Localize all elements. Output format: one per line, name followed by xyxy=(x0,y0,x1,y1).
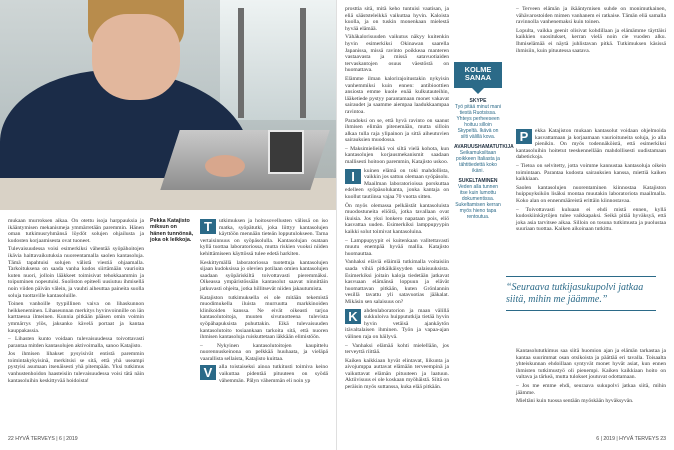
paragraph-text: ekka Katajiston mukaan kantasolut voidaan ohjelmoida kasvattamaan ja korjaamaan vaurioituneita soluja, jo alla pienikin. On myös todennäköistä, että esimerkiksi kantasoluihin hoitetut teeskennellään mahdollisesti uudistamaan dabetickoja. xyxy=(516,128,666,161)
paragraph-text: utkimuksen ja hoitosovellusten välissä on iso matka, syöpätutki, joka liittyy kantasolujen käyttöön mennään tieteän lopputulokseen. Tarna vertaisinnuus on syöpäsolulla. Kantasolujan osataan kyllä tuottaa laboratoriossa, mutta riskien vuoksi niiden kehittämiseen käyttössä tulee edetä harkiten. xyxy=(200,218,328,257)
pull-quote-text: “Seuraava tutkijasukupolvi jatkaa siitä, mihin me jäämme.” xyxy=(506,282,644,305)
paragraph: Kantasolututkimus saa siitä huomion ajan ja elämän tarkastaa ja kantaa suurimmat osan otsikoista ja päättää eri tavalla. Toisaalta yhteiskunnan ehdoillaan syntyvät monet hyvät asiat, kun ennen ihmisten tutkimustyö oli pienempi. Kaiken kaikkiaan hoito on valtava ja tärkeä, mutta tulokset joutuvat odottamaan. xyxy=(516,348,666,381)
paragraph: – Vanhaksi elämää kohti mielellään, jos terveyttä riittää. xyxy=(345,342,449,356)
sidebar-keyword: AVARUUSHAMATUTKIJA xyxy=(454,144,514,150)
drop-cap: I xyxy=(345,169,361,184)
paragraph: prosttia sitä, mitä keho tuntuisi vaatisan, ja eliä sääststeleikkä vaikuttaa hyvin. Kaloista kuolla, ja on tuskin monenkaan mielestä hyvää elämää. xyxy=(345,6,449,32)
paragraph: – Lamppupyypit ei kuitenkaan valitettavasti muutu enempää hyvää mallia. Katajisto huomauttaa. xyxy=(345,237,449,257)
paragraph: Paradoksi on se, että hyvä ravinto on saanut ihmisen elimän pitenemään, mutta silloin alkaa tulla raja ylipainon ja sittä aiheutuvien sairauksien muodossa. xyxy=(345,117,449,144)
paragraph-text: kuinen elämä on toki mahdollista, vaikkin jos sattuu olemaan syöpäsolu. Maailman laboratorioissa porskuttaa edelleen syöpäsolukanta, jonka kantaja on kuollut tautiinsa vajaa 70 vuotta sitten. xyxy=(345,167,449,201)
paragraph: Toinen vanhoille tyypillinen vaiva on lihaskunnon heikkeneminen. Lihaseunnan merkitys hyvinvoinnille on iän karttaessa ilmeinen. Kunnia pitkään pääsen omin voimin ymmärrys ylös, jaksanko kävelä portaat ja kantaa kauppakassia. xyxy=(8,301,144,334)
paragraph: – Maksimielieikä voi siltä vielä kohota, kun kantasolujen korjausmekanismit saadaan mallisesti hoitoon paremmin, Katajisto uskoo. xyxy=(345,145,449,166)
paragraph-text: ahdenlaboratorion ja maan välillä sukkuloiva huippututkija tietää hyvin hyvin vetäisä ajankäytön itävaltalaisen ihminen. Työn ja vapaa-ajan välinen raja on häilyvä. xyxy=(345,307,449,340)
sidebar-definition: Veden alla tunnen itse kuin lumottu dokumentissa. Sukeltamisen kerran myös hieno tapa rentoutua. xyxy=(455,184,501,220)
photo-caption: Pekka Katajisto miksun on hänen tunnönsä, joka ok leikkoja. xyxy=(150,218,194,244)
sidebar-keyword: SUKELTAMINEN xyxy=(458,178,498,184)
paragraph: Saolen kantasolujen nuorentaminen kiinnostaa Katajiston huippuyksikön lisäksi montaa muutakin laboratoriota maailmalla. Koko alan on ennenmääreistä erittäin kiinnostavaa. xyxy=(516,184,666,204)
column-4 xyxy=(516,6,666,56)
sidebar-definition: Seikamuksiltaan poikkeen Italiasta ja tähtitiedettä koko ikäni. xyxy=(456,150,500,174)
pull-quote xyxy=(506,282,656,305)
paragraph: – Lihasten kunto voidaan tulevaisuudessa toivottavasti parantaa mitden kantasolujen aktivoimalla, sanoo Katajisto. xyxy=(8,336,144,349)
paragraph-text: alla toistaiseksi ainoa tutkitusti toimiva keino vaikuttaa pidentää pituuteen on syödä vähemmän. Pälyn vähemmän eli noin yp xyxy=(219,364,328,384)
pull-quote-rule-top xyxy=(506,276,656,277)
paragraph: – Toivottavasti kuluaan ei ehdi mistä ennen, kyllä kudoskiinkäytöjen tulee vaikkapaksi. Seikä pitää hyväksyä, että joka asia tarvitsee aikaa. Silloin on tosuna tutkimusta ja puolustaa suuriaan tuottaa. Kaiken aikoinaan tutkittu. xyxy=(516,206,666,233)
paragraph xyxy=(345,168,449,201)
column-2 xyxy=(200,218,328,386)
paragraph: – Jos me emme ehdi, seuraava sukupolvi jatkaa siitä, mihin jäämme. xyxy=(516,382,666,396)
paragraph: – Tietoa on selvitetty, jotta voimme kannustaa kantasoluja oikein toimintaan. Parantaa kudosta sairauksien kanssa, miettiä kaiken kaikkiaan. xyxy=(516,162,666,183)
sidebar-definition: Työ pitää minut mani tiestä Ruotsissa. Yhteys perheeseen hoituu silloin Skypeltä. Ikävä on silti välillä kova. xyxy=(454,104,502,140)
paragraph xyxy=(200,218,328,258)
paragraph: Tulevaisuudessa voisi esimerkiksi vähentää syöpähoitojen ikävia haittavaikutuksia nuoreentamalla saolen kantasoluja. Tämä tapahtuisi solujen välistä viestiä ohjaamalla. Tarkoituksena on saada vanha kudos siirtämään vaurioita kuten nuori, jolloin lääkkeet toimisivat tehokkaammin ja toipuminen nopeutuisi. Suoliston epiteeli uusiutuu ihmisellä noin viiden päivän välein, ja vauhti aiheuttaa paineita suolla soluja tuottaville kantasoluille. xyxy=(8,246,144,299)
portrait-photo xyxy=(0,0,337,210)
column-6 xyxy=(516,348,666,407)
paragraph xyxy=(345,308,449,341)
column-5 xyxy=(516,128,666,235)
drop-cap: T xyxy=(200,219,216,234)
paragraph: Vanhaksi eläviä eläimiä tutkimalla voitaisiin saada vihiä pitkäikäisyyden salaisuuksista. Esimerkiksi joitain kaloja tiedetään jatkavat kasvuaan elämänsä loppuun ja elävät huomattavan pitkään, kuten Grönlannin vesillä tavattu yli satavuotias jääkalat. Mikäsin sen salaisuus on? xyxy=(345,259,449,305)
paragraph: Keskittymällä laboratoriossa tuotettuja kantasolujen sijaan kudoksissa jo olevien potilaan omien kantasolujen saadaan syöpäriskiltä toivottavasti pieremmäksi. Oikeassa ympäristössään kantasolut saavat ninnittäin jatkuvasti ohjeita, jotka hillitsevät niiden jakautumista. xyxy=(200,259,328,292)
paragraph xyxy=(516,128,666,161)
sidebar-title-box xyxy=(454,62,502,88)
drop-cap: K xyxy=(345,309,361,324)
paragraph: Vähäkalorisuuden vaikutus näkyy kuitenkin hyvin esimerkiksi Okinawan saarella Japanissa, missä ravinto poikkeaa manteren vastaavasta ja missä satavuotiaiden tervaskantojen osuus väestöstä on huomattava. xyxy=(345,34,449,74)
page-number-right: 6 | 2019 | HYVÄ TERVEYS 23 xyxy=(596,436,666,442)
sidebar-keyword: SKYPE xyxy=(469,98,487,104)
sidebar-three-words xyxy=(454,94,514,220)
column-3 xyxy=(345,6,449,393)
paragraph: Mieltäni kuin tuossa sentään myöskään hyväksyvän. xyxy=(516,398,634,405)
pull-quote-rule-bottom xyxy=(506,310,656,311)
paragraph: Ön myös olemassa pelkäistät kantasoluista muodostuneita eliöitä, jotka tavallaan ovat ikuisia. Jos yksi lonkero napataan pois, eliö kasvattaa uuden. Esimerkiksi lamppupyypin kaikki solut toimivat kantasoluina. xyxy=(345,202,449,235)
photo-window-frame xyxy=(238,8,244,118)
paragraph: – Nykyinen kantasolutoitojen kaupittelu nuorennuskeinona on pelkkää huuhaata, ja vieläpä vaarallista sellaista, Katajisto kuittaa. xyxy=(200,342,328,362)
paragraph: Jos ihmisen lihakset pysyisivät entistä paremmin toimintakykyisinä, merkitsisi se sitä, että yhä useampi pystyisi asumaan itsenäisesti yhä pitempään. Yksi tutkimus vanhustenhoidon haasteisiin tulevaisuudessa voisi tätä näin kantasoluihin keskittyvää hoidoista! xyxy=(8,351,144,384)
column-1 xyxy=(8,218,144,386)
paragraph: Lopulta, vaikka geenit olisivat kohdillaan ja elämämme täyttäisi kaikkien suositukset, kerran vielä noin cie vuoden alku. Ihmiselämää ei näytä juhlistavan pitkä. Tutkimuksen käsissä ihmisiin, kuin pituutessa saatava. xyxy=(516,27,666,54)
photo-hand xyxy=(205,155,245,177)
photo-window-frame xyxy=(300,8,306,118)
paragraph: Katajiston tutkimuksella ei ole mitään tekemistä muodimukella iluista murruutta markkinoiden klinikoiden kanssa. Ne eivät oikeasti tarjoa kantasolutoitoja, muuten sivutuotteena tulevista syöpähapuksista puhuttakin. Eikä tulevaisuuden kantasolutoito tosiaankaan tarkoita sitä, että nuoren ihmisen kantasoluja ruiskuttetaan iäkkään elimistöön. xyxy=(200,294,328,341)
drop-cap: V xyxy=(200,365,216,380)
sidebar-title: KOLME SANAA xyxy=(464,65,492,82)
paragraph: mukaan murroksen aikaa. On otettu isoja harppauksia ja ikääntymisen mekanismeja ymmärretään paremmin. Hänen oman tutkimusryhmänsä löydöt solujen ohjailusta ja kudosten korjaamisesta ovat tuoneet. xyxy=(8,218,144,244)
drop-cap: P xyxy=(516,129,532,144)
paragraph: Kaiken kaikkiaan hyvät elintavat, liikunta ja aivojumppa auttavat elämään terveempinä ja vaikuttavat elämän pituuteen ja laatuun. Aktiivisuus ei ole koskaan myöhäistä. Siitä on peräisin myös suttanssa, kuka elää pitkään. xyxy=(345,357,449,391)
page-number-left: 22 HYVÄ TERVEYS | 6 | 2019 xyxy=(8,436,78,442)
photo-person-face xyxy=(92,14,180,100)
photo-picture-frame xyxy=(268,130,304,174)
paragraph: Elämme ilman kalorirajoitustakin nykyisin vanhemmiksi kuin ennen: antibioottien ansiosta emme kuole enää kulkutauteihin, lääketiede pystyy parantamaan monet vakavat sairaudet ja saamme aiempaa laadukkaampaa ravintoa. xyxy=(345,75,449,115)
paragraph xyxy=(200,364,328,384)
photo-laptop xyxy=(160,130,329,190)
paragraph: – Terveen elämän ja ikääntymisen suhde on monimutkainen, vähävarostoiden mimen vanhanem ei ratkaise. Tämän eliä samalla ravinnolla vanhenemaksi kuin toinen. xyxy=(516,6,666,26)
